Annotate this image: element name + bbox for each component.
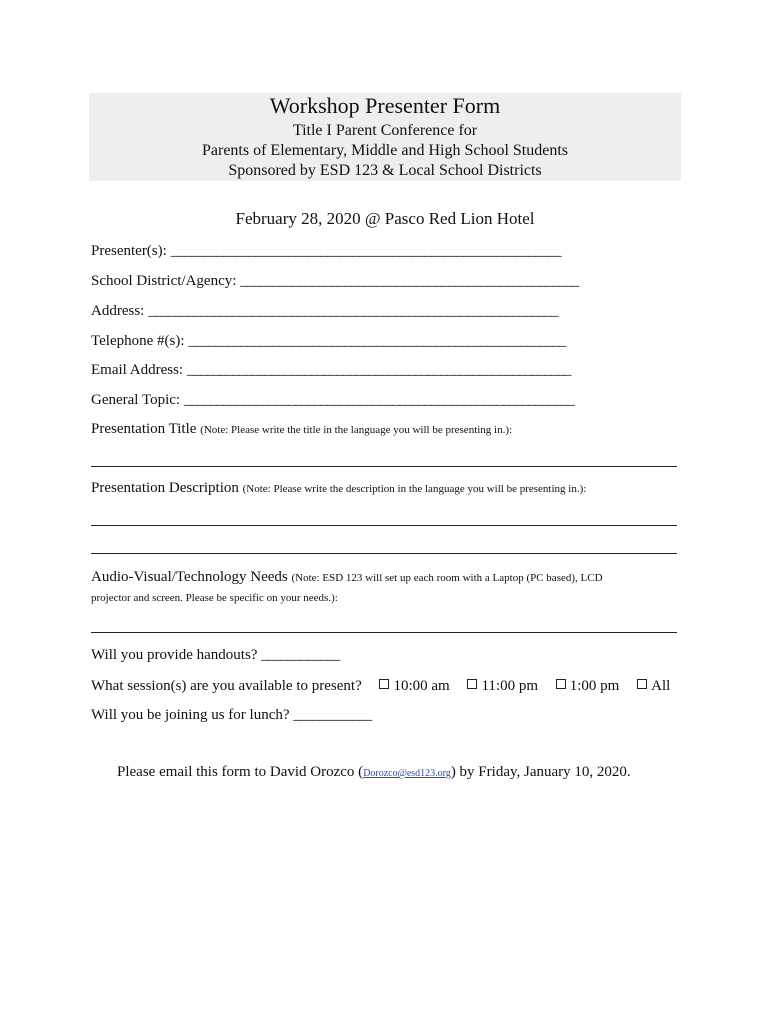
lunch-label: Will you be joining us for lunch? (91, 707, 290, 723)
presentation-title-note: (Note: Please write the title in the language you will be presenting in.): (200, 424, 513, 436)
handouts-label: Will you provide handouts? (91, 647, 258, 663)
district-label: School District/Agency: (91, 273, 237, 289)
sessions-row (91, 677, 681, 695)
address-field[interactable]: _______________________________________________________________ (148, 303, 558, 319)
session-option-label: 10:00 am (393, 678, 450, 694)
date-location: February 28, 2020 @ Pasco Red Lion Hotel (235, 209, 535, 228)
email-link[interactable]: Dorozco@esd123.org (363, 768, 451, 779)
presentation-description-field-1[interactable] (91, 525, 677, 526)
telephone-label: Telephone #(s): (91, 333, 185, 349)
telephone-row (91, 332, 681, 350)
av-needs-note-2: projector and screen. Please be specific on your needs.): (91, 592, 338, 604)
checkbox-icon[interactable] (467, 679, 477, 689)
session-option-label: 1:00 pm (569, 678, 620, 694)
district-field[interactable]: ____________________________________________________ (240, 273, 579, 289)
presentation-description-note: (Note: Please write the description in the language you will be presenting in.): (242, 483, 587, 495)
address-row (91, 302, 681, 320)
form-title: Workshop Presenter Form (269, 93, 501, 118)
session-option-label: All (651, 678, 671, 694)
session-option-all[interactable] (637, 678, 670, 694)
presenter-field[interactable]: ____________________________________________________________ (170, 243, 561, 259)
checkbox-icon[interactable] (637, 679, 647, 689)
telephone-field[interactable]: __________________________________________________________ (188, 333, 566, 349)
presenter-row (91, 242, 681, 260)
presentation-description-label: Presentation Description (91, 480, 239, 496)
sessions-label: What session(s) are you available to present? (91, 678, 362, 694)
av-needs-note-1: (Note: ESD 123 will set up each room with a Laptop (PC based), LCD (291, 572, 603, 584)
address-label: Address: (91, 303, 145, 319)
presentation-description-row (91, 479, 681, 498)
topic-field[interactable]: ____________________________________________________________ (183, 392, 574, 408)
av-needs-row (91, 568, 681, 587)
session-option-label: 11:00 pm (481, 678, 539, 694)
footer-text-after: ) by Friday, January 10, 2020. (450, 764, 631, 780)
submission-instructions (117, 764, 631, 781)
av-needs-row-2 (91, 588, 681, 607)
checkbox-icon[interactable] (379, 679, 389, 689)
lunch-field[interactable]: ____________ (293, 707, 372, 723)
av-needs-field[interactable] (91, 632, 677, 633)
presentation-title-label: Presentation Title (91, 421, 197, 437)
audience-line: Parents of Elementary, Middle and High School Students (201, 142, 568, 159)
handouts-field[interactable]: ____________ (261, 647, 340, 663)
email-label: Email Address: (91, 362, 184, 378)
topic-row (91, 391, 681, 409)
av-needs-label: Audio-Visual/Technology Needs (91, 569, 288, 585)
email-field[interactable]: ___________________________________________________________ (186, 362, 571, 378)
checkbox-icon[interactable] (556, 679, 566, 689)
sponsor-line: Sponsored by ESD 123 & Local School Districts (228, 162, 542, 179)
footer-text-before: Please email this form to David Orozco ( (117, 764, 364, 780)
presentation-description-field-2[interactable] (91, 553, 677, 554)
district-row (91, 272, 681, 290)
session-option-1100[interactable] (467, 678, 538, 694)
topic-label: General Topic: (91, 392, 181, 408)
presentation-title-row (91, 420, 681, 439)
session-option-1000[interactable] (379, 678, 449, 694)
email-row (91, 361, 681, 379)
presenter-label: Presenter(s): (91, 243, 167, 259)
conference-line: Title I Parent Conference for (292, 122, 478, 139)
form-header (89, 93, 681, 181)
session-option-100[interactable] (556, 678, 620, 694)
handouts-row (91, 646, 681, 664)
presentation-title-field[interactable] (91, 466, 677, 467)
lunch-row (91, 706, 681, 724)
